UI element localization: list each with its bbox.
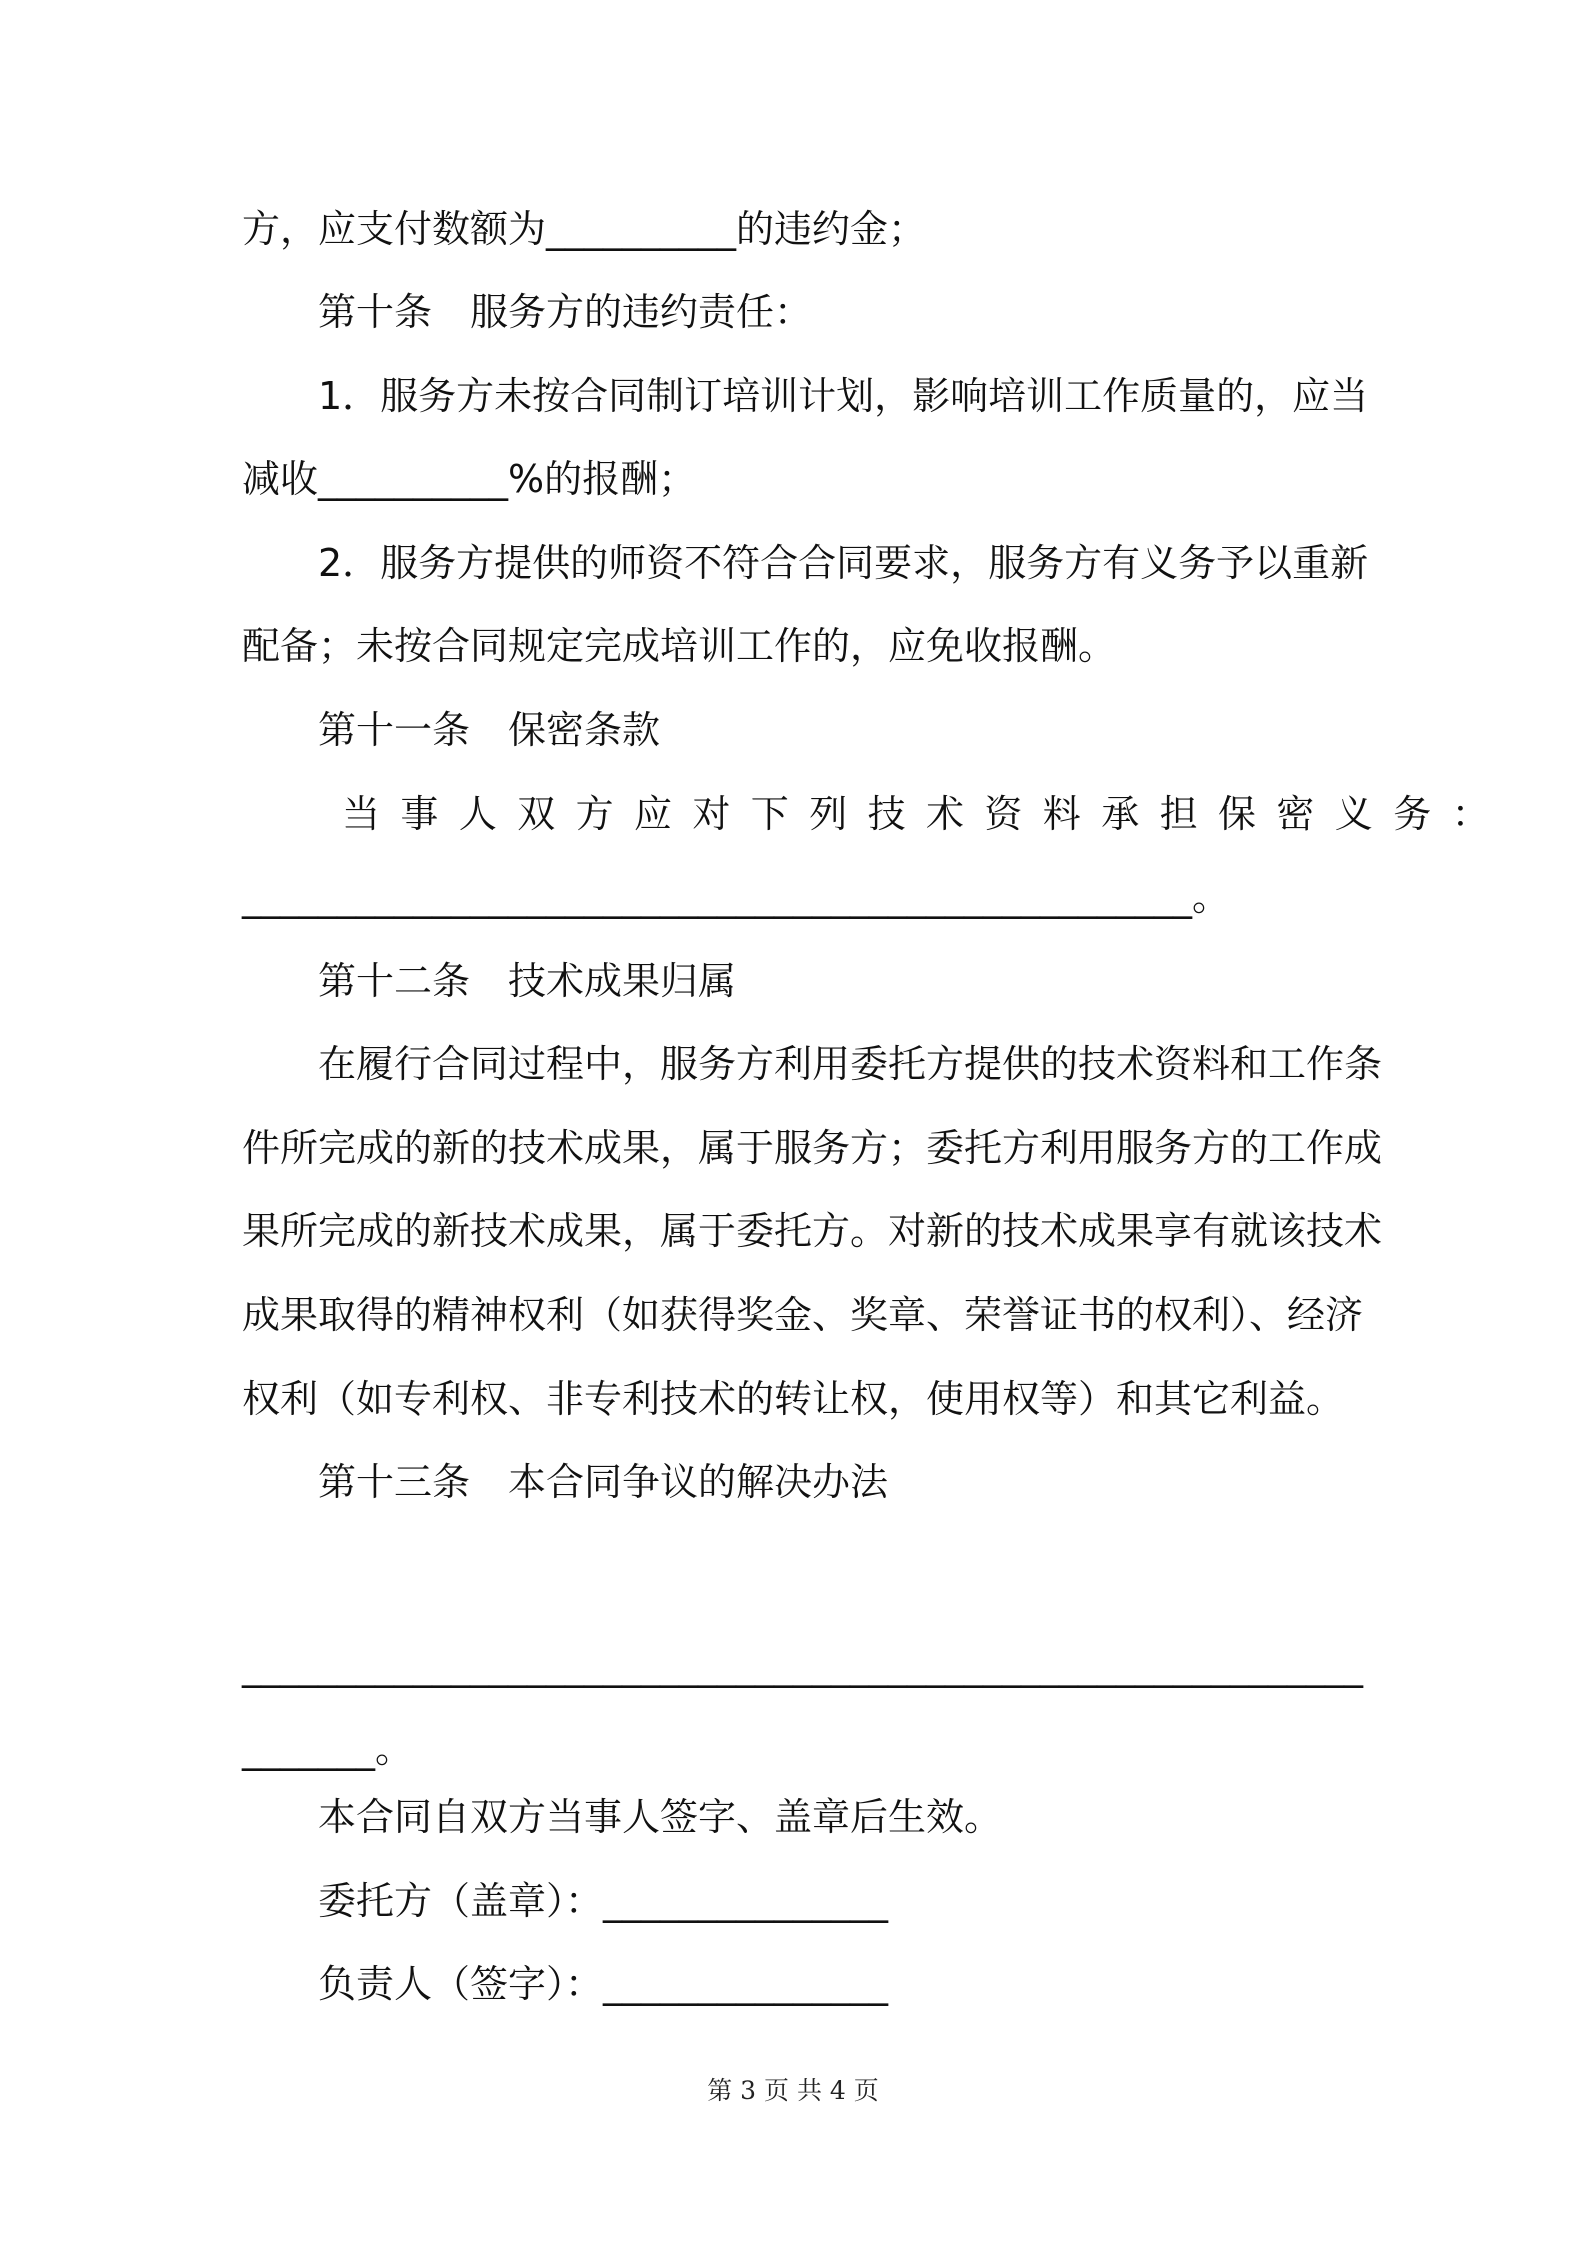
- signature-line-client: 委托方（盖章）：_______________: [318, 1879, 889, 1923]
- blank-line: __________________________________________________。: [242, 875, 1231, 919]
- signature-line-responsible: 负责人（签字）：_______________: [318, 1962, 889, 2006]
- text-line: 配备；未按合同规定完成培训工作的，应免收报酬。: [242, 624, 1117, 668]
- text-line: 成果取得的精神权利（如获得奖金、奖章、荣誉证书的权利）、经济: [242, 1293, 1364, 1337]
- text-line: 2．服务方提供的师资不符合合同要求，服务方有义务予以重新: [318, 541, 1369, 585]
- page-footer: 第 3 页 共 4 页: [707, 2076, 879, 2105]
- clause-heading-13: 第十三条 本合同争议的解决办法: [318, 1460, 889, 1504]
- text-line: 本合同自双方当事人签字、盖章后生效。: [318, 1795, 1003, 1839]
- blank-line: ___________________________________________________________: [242, 1644, 1363, 1688]
- blank-line: _______。: [242, 1727, 414, 1771]
- text-line: 方，应支付数额为__________的违约金；: [242, 207, 927, 251]
- text-line: 减收__________%的报酬；: [242, 457, 697, 501]
- clause-heading-10: 第十条 服务方的违约责任：: [318, 290, 813, 334]
- text-line: 1．服务方未按合同制订培训计划，影响培训工作质量的，应当: [318, 374, 1369, 418]
- text-line: 果所完成的新技术成果，属于委托方。对新的技术成果享有就该技术: [242, 1209, 1383, 1253]
- text-line: 件所完成的新的技术成果，属于服务方；委托方利用服务方的工作成: [242, 1126, 1383, 1170]
- clause-heading-12: 第十二条 技术成果归属: [318, 959, 737, 1003]
- text-line: 当事人双方应对下列技术资料承担保密义务：: [342, 792, 1511, 836]
- text-line: 在履行合同过程中，服务方利用委托方提供的技术资料和工作条: [318, 1042, 1383, 1086]
- clause-heading-11: 第十一条 保密条款: [318, 708, 661, 752]
- text-line: 权利（如专利权、非专利技术的转让权，使用权等）和其它利益。: [242, 1377, 1345, 1421]
